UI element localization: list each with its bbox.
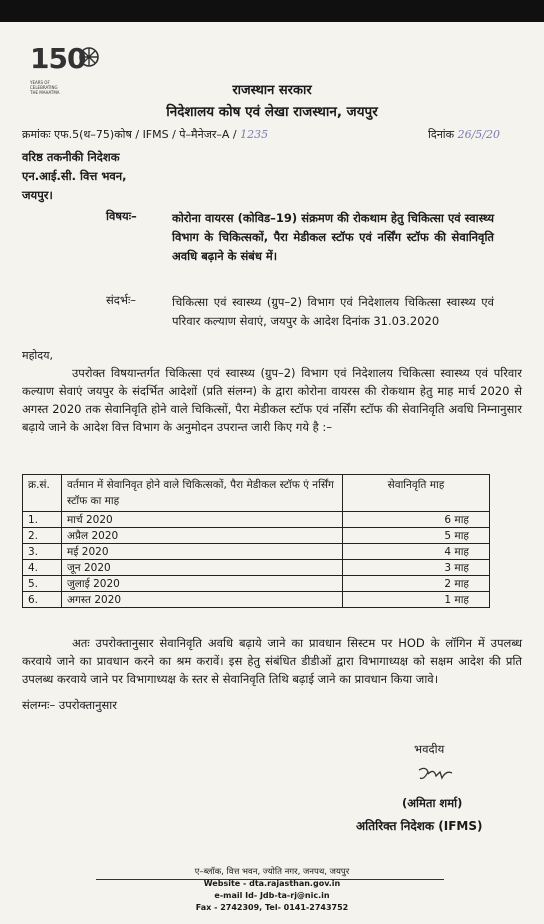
handwritten-signature	[416, 764, 456, 786]
table-row: 2. अप्रैल 2020 5 माह	[23, 528, 490, 544]
header-month: वर्तमान में सेवानिवृत होने वाले चिकित्सकों, पैरा मेडीकल स्टॉफ एं नर्सिंग स्टॉफ का माह	[62, 475, 343, 512]
signatory-designation: अतिरिक्त निदेशक (IFMS)	[356, 819, 483, 833]
subject-text: कोरोना वायरस (कोविड–19) संक्रमण की रोकथाम हेतु चिकित्सा एवं स्वास्थ्य विभाग के चिकित्सकों, पैरा मेडीकल स्टॉफ एवं नर्सिंग स्टॉफ की सेवानिवृति अवधि बढ़ाने के संबंध में।	[172, 211, 494, 263]
subject-label: विषयः–	[106, 209, 137, 223]
letter-page	[0, 22, 544, 924]
addressee-line-1: वरिष्ठ तकनीकी निदेशक	[22, 150, 120, 164]
table-row: 1. मार्च 2020 6 माह	[23, 512, 490, 528]
table-row: 5. जुलाई 2020 2 माह	[23, 576, 490, 592]
table-row: 4. जून 2020 3 माह	[23, 560, 490, 576]
footer-email: e-mail Id- Jdb-ta-rj@nic.in	[214, 891, 330, 900]
logo-number: 150	[30, 42, 86, 75]
table-row: 6. अगस्त 2020 1 माह	[23, 592, 490, 608]
reference-text: चिकित्सा एवं स्वास्थ्य (ग्रुप–2) विभाग एवं निदेशालय चिकित्सा स्वास्थ्य एवं परिवार कल्याण सेवाएं, जयपुर के आदेश दिनांक 31.03.2020	[172, 295, 494, 328]
addressee-line-2: एन.आई.सी. वित्त भवन,	[22, 169, 127, 183]
logo-caption: YEARS OF CELEBRATING THE MAHATMA	[30, 80, 60, 95]
body-paragraph-1: उपरोक्त विषयान्तर्गत चिकित्सा एवं स्वास्थ्य (ग्रुप–2) विभाग एवं निदेशालय चिकित्सा स्वास्थ्य एवं परिवार कल्याण सेवाएं जयपुर के संदर्भित आदेशों (प्रति संलग्न) के द्वारा कोरोना वायरस की रोकथाम हेतु माह मार्च 2020 से अगस्त 2020 तक सेवानिवृति होने वाले चिकित्सों, पैरा मेडीकल स्टॉफ एवं नर्सिंग स्टॉफ की सेवानिवृति अवधि निम्नानुसार बढ़ाये जाने के आदेश वित्त विभाग के अनुमोदन उपरान्त जारी किए गये है :–	[22, 366, 522, 434]
salutation: महोदय,	[22, 349, 53, 362]
footer-phone: Fax - 2742309, Tel- 0141-2743752	[195, 903, 349, 912]
charkha-wheel-icon	[78, 46, 100, 68]
handwritten-date: 26/5/20	[457, 128, 500, 141]
reference-label: संदर्भः–	[106, 293, 137, 307]
table-row: 3. मई 2020 4 माह	[23, 544, 490, 560]
reference-number: क्रमांकः एफ.5(थ–75)कोष / IFMS / पे–मैनेजर–A / 1235	[22, 128, 269, 141]
enclosure-line: संलग्नः– उपरोक्तानुसार	[22, 698, 117, 712]
signatory-name: (अमिता शर्मा)	[402, 796, 463, 810]
department-heading: निदेशालय कोष एवं लेखा राजस्थान, जयपुर	[166, 104, 378, 120]
body-paragraph-2: अतः उपरोक्तानुसार सेवानिवृति अवधि बढ़ाये जाने का प्रावधान सिस्टम पर HOD के लॉगिन में उपलब्ध करवाये जाने का प्रावधान करने का श्रम करावें। इस हेतु संबंधित डीडीओं द्वारा विभागाध्यक्ष को सक्षम आदेश की प्रति उपलब्ध करवाये जाने पर विभागाध्यक्ष के स्तर से सेवानिवृति तिथि बढ़ाई जाने का प्रावधान किया जावे।	[22, 636, 522, 686]
footer-website: Website - dta.rajasthan.gov.in	[203, 879, 341, 888]
addressee-line-3: जयपुर।	[22, 188, 53, 202]
handwritten-number: 1235	[240, 128, 269, 141]
letter-date: दिनांक 26/5/20	[428, 128, 500, 141]
header-serial: क्र.सं.	[23, 475, 62, 512]
closing-word: भवदीय	[414, 742, 445, 756]
table-header-row	[23, 475, 490, 512]
government-heading: राजस्थान सरकार	[232, 83, 312, 98]
retirement-extension-table	[22, 474, 490, 608]
header-extension: सेवानिवृति माह	[343, 475, 490, 512]
footer-address: ए–ब्लॉक, वित्त भवन, ज्योति नगर, जनपथ, जयपुर	[194, 867, 350, 877]
